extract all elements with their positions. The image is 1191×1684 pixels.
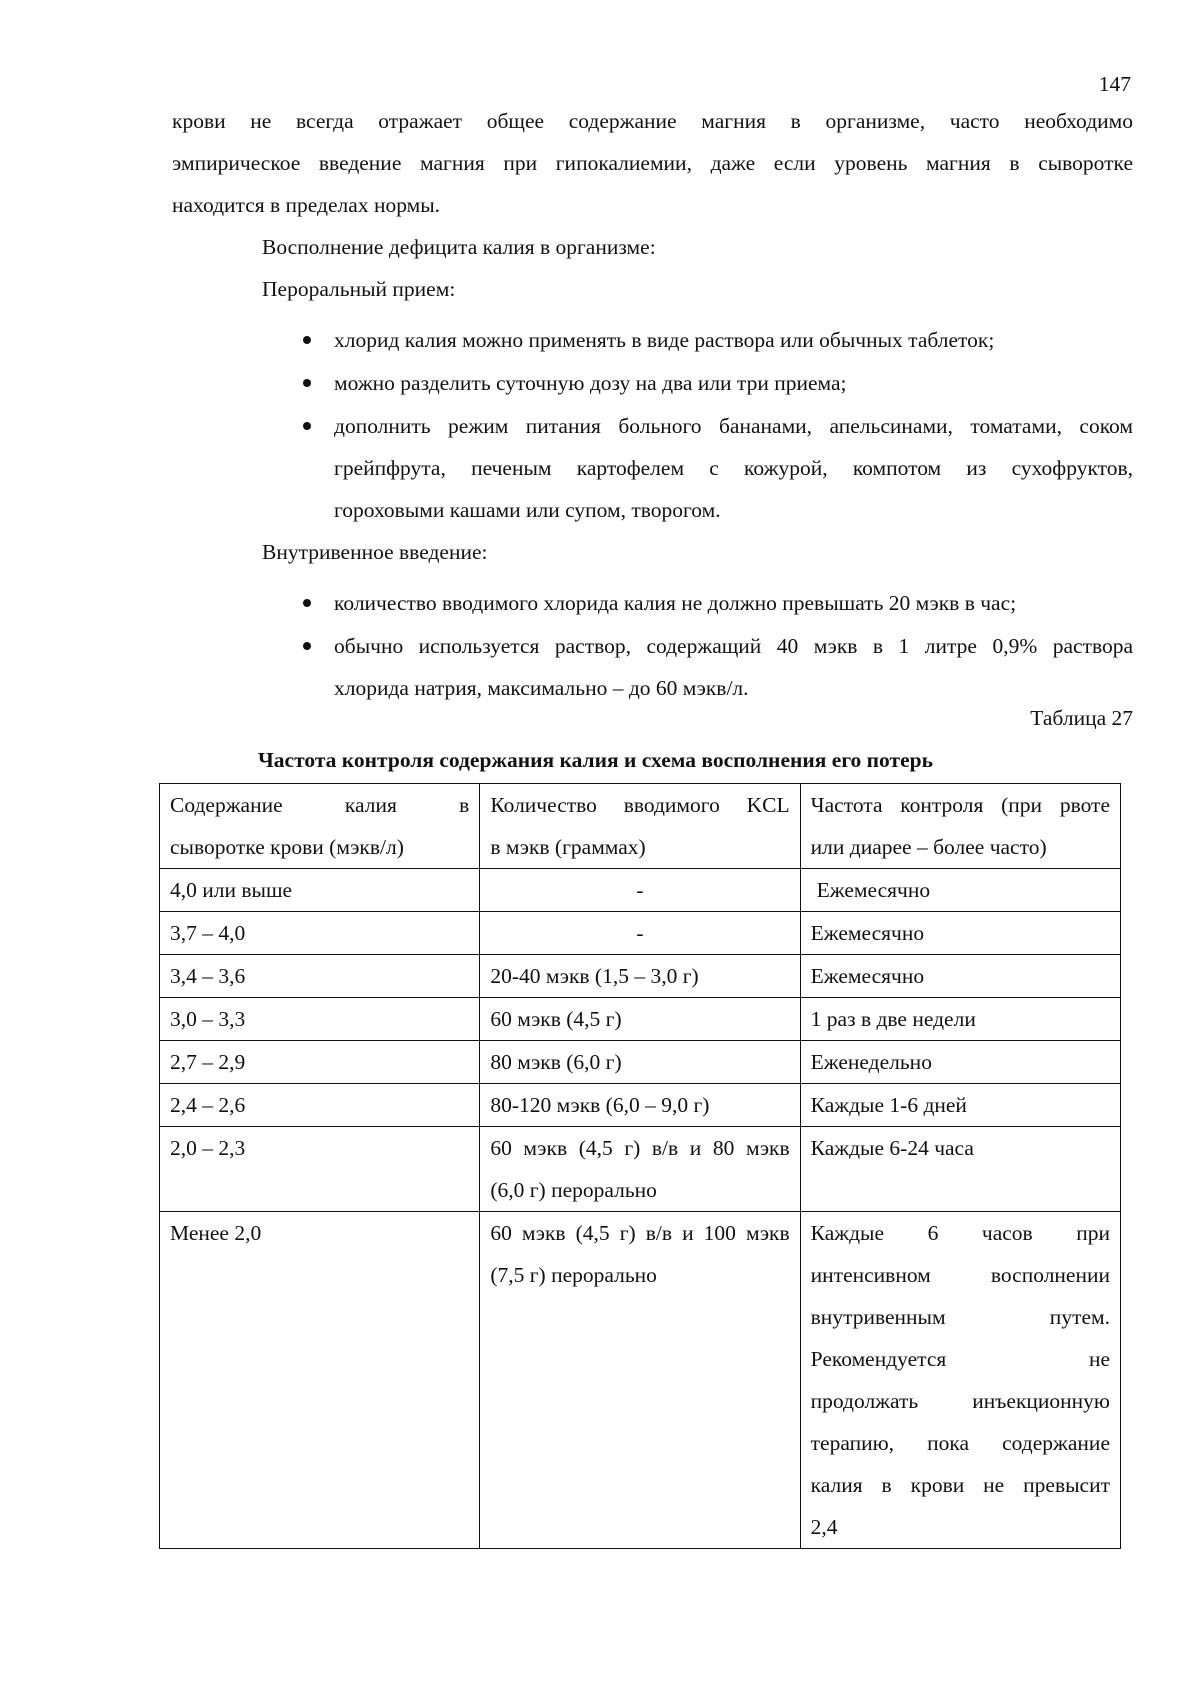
section-heading-oral: Пероральный прием:: [262, 277, 456, 301]
header-cell-frequency: Частота контроля (при рвоте или диарее – более часто): [800, 784, 1120, 869]
list-item-continuation: хлорида натрия, максимально – до 60 мэкв/л.: [334, 676, 749, 700]
table-row: [160, 869, 1121, 912]
paragraph-line: находится в пределах нормы.: [172, 193, 441, 217]
table-header-row: [160, 784, 1121, 869]
header-cell-dose: Количество вводимого KCL в мэкв (граммах): [480, 784, 800, 869]
list-item: количество вводимого хлорида калия не должно превышать 20 мэкв в час;: [334, 591, 1017, 615]
header-cell-level: Содержание калия в сыворотке крови (мэкв/л): [160, 784, 480, 869]
cell-dose: -: [480, 912, 800, 955]
list-item-continuation: гороховыми кашами или супом, творогом.: [334, 498, 721, 522]
bullet-icon: [303, 336, 311, 344]
list-item-continuation: грейпфрута, печеным картофелем с кожурой, компотом из сухофруктов,: [334, 456, 1133, 480]
section-heading-replenish: Восполнение дефицита калия в организме:: [262, 235, 656, 259]
list-item: можно разделить суточную дозу на два или три приема;: [334, 371, 847, 395]
cell-dose: 60 мэкв (4,5 г) в/в и 100 мэкв (7,5 г) перорально: [480, 1212, 800, 1549]
cell-level: 4,0 или выше: [160, 869, 480, 912]
table-row: [160, 1212, 1121, 1549]
bullet-icon: [303, 642, 311, 650]
cell-frequency: Ежемесячно: [800, 869, 1120, 912]
cell-frequency: Ежемесячно: [800, 912, 1120, 955]
cell-frequency: Каждые 6-24 часа: [800, 1127, 1120, 1212]
bullet-icon: [303, 599, 311, 607]
cell-frequency: Каждые 1-6 дней: [800, 1084, 1120, 1127]
cell-dose: 60 мэкв (4,5 г) в/в и 80 мэкв (6,0 г) перорально: [480, 1127, 800, 1212]
cell-frequency: Каждые 6 часов при интенсивном восполнении внутривенным путем. Рекомендуется не продолжать инъекционную терапию, пока содержание калия в крови не превысит 2,4: [800, 1212, 1120, 1549]
potassium-table: [159, 783, 1121, 1549]
list-item: обычно используется раствор, содержащий 40 мэкв в 1 литре 0,9% раствора: [334, 634, 1133, 658]
cell-frequency: Ежемесячно: [800, 955, 1120, 998]
section-heading-iv: Внутривенное введение:: [262, 540, 488, 564]
cell-frequency: Еженедельно: [800, 1041, 1120, 1084]
page-number: 147: [1098, 72, 1131, 96]
cell-level: 2,7 – 2,9: [160, 1041, 480, 1084]
paragraph-line: эмпирическое введение магния при гипокалиемии, даже если уровень магния в сыворотке: [172, 151, 1133, 175]
cell-level: 3,4 – 3,6: [160, 955, 480, 998]
cell-level: 2,4 – 2,6: [160, 1084, 480, 1127]
table-row: [160, 955, 1121, 998]
table-row: [160, 998, 1121, 1041]
list-item: хлорид калия можно применять в виде раствора или обычных таблеток;: [334, 328, 995, 352]
cell-dose: 20-40 мэкв (1,5 – 3,0 г): [480, 955, 800, 998]
table-row: [160, 1041, 1121, 1084]
table-number: Таблица 27: [1030, 706, 1133, 730]
list-item: дополнить режим питания больного бананами, апельсинами, томатами, соком: [334, 414, 1133, 438]
bullet-icon: [303, 379, 311, 387]
cell-dose: 60 мэкв (4,5 г): [480, 998, 800, 1041]
paragraph-line: крови не всегда отражает общее содержание магния в организме, часто необходимо: [172, 109, 1133, 133]
table-row: [160, 912, 1121, 955]
table-row: [160, 1127, 1121, 1212]
cell-frequency: 1 раз в две недели: [800, 998, 1120, 1041]
cell-level: 3,0 – 3,3: [160, 998, 480, 1041]
cell-level: 2,0 – 2,3: [160, 1127, 480, 1212]
cell-dose: 80 мэкв (6,0 г): [480, 1041, 800, 1084]
bullet-icon: [303, 422, 311, 430]
cell-level: 3,7 – 4,0: [160, 912, 480, 955]
cell-dose: 80-120 мэкв (6,0 – 9,0 г): [480, 1084, 800, 1127]
cell-dose: -: [480, 869, 800, 912]
table-title: Частота контроля содержания калия и схема восполнения его потерь: [258, 748, 933, 772]
cell-level: Менее 2,0: [160, 1212, 480, 1549]
table-row: [160, 1084, 1121, 1127]
